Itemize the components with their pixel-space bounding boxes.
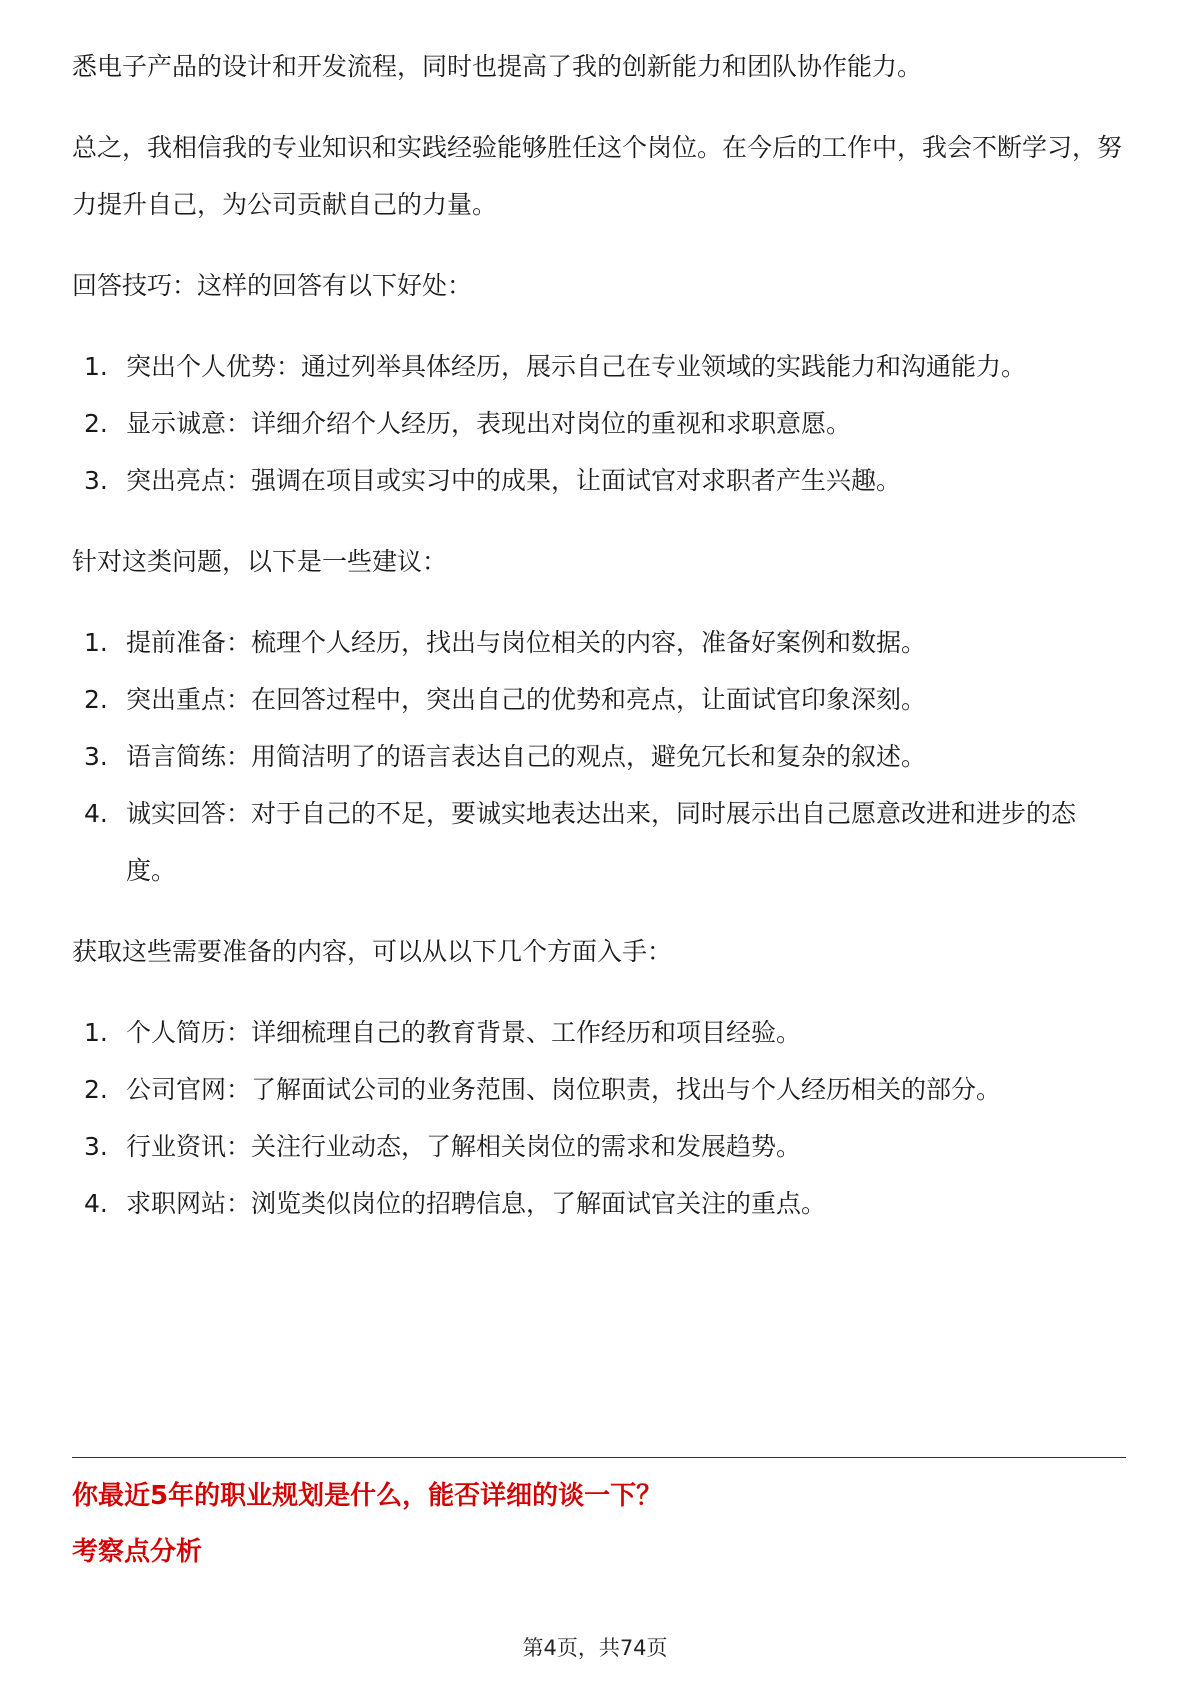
list-item: [72, 671, 1122, 728]
paragraph-continuation: 悉电子产品的设计和开发流程，同时也提高了我的创新能力和团队协作能力。: [72, 52, 923, 81]
list-item: [72, 785, 1122, 899]
paragraph-answer-tips: 回答技巧：这样的回答有以下好处：: [72, 271, 473, 300]
sources-list: [72, 1004, 1122, 1232]
list-item: [72, 1175, 1122, 1232]
list-number: 2.: [84, 685, 108, 714]
list-item-text: 语言简练：用简洁明了的语言表达自己的观点，避免冗长和复杂的叙述。: [126, 742, 927, 771]
paragraph-sources-intro: 获取这些需要准备的内容，可以从以下几个方面入手：: [72, 937, 673, 966]
list-item: [72, 395, 1122, 452]
list-number: 2.: [84, 409, 108, 438]
list-item: [72, 728, 1122, 785]
list-item-text: 求职网站：浏览类似岗位的招聘信息，了解面试官关注的重点。: [126, 1189, 827, 1218]
list-item: [72, 1061, 1122, 1118]
list-item-text: 突出个人优势：通过列举具体经历，展示自己在专业领域的实践能力和沟通能力。: [126, 352, 1027, 381]
list-number: 2.: [84, 1075, 108, 1104]
list-item-text: 提前准备：梳理个人经历，找出与岗位相关的内容，准备好案例和数据。: [126, 628, 927, 657]
section-subheading: 考察点分析: [72, 1537, 203, 1567]
list-number: 3.: [84, 466, 108, 495]
list-item-text: 显示诚意：详细介绍个人经历，表现出对岗位的重视和求职意愿。: [126, 409, 852, 438]
list-item: [72, 1004, 1122, 1061]
list-item-text: 突出亮点：强调在项目或实习中的成果，让面试官对求职者产生兴趣。: [126, 466, 902, 495]
list-item-text: 突出重点：在回答过程中，突出自己的优势和亮点，让面试官印象深刻。: [126, 685, 927, 714]
paragraph-summary: 总之，我相信我的专业知识和实践经验能够胜任这个岗位。在今后的工作中，我会不断学习，努力提升自己，为公司贡献自己的力量。: [72, 133, 1123, 219]
list-number: 1.: [84, 1018, 108, 1047]
list-number: 4.: [84, 1189, 108, 1218]
list-item: [72, 452, 1122, 509]
interview-question-heading: 你最近5年的职业规划是什么，能否详细的谈一下？: [72, 1481, 663, 1511]
section-divider: [72, 1457, 1126, 1458]
suggestions-list: [72, 614, 1122, 899]
list-item: [72, 614, 1122, 671]
list-item: [72, 1118, 1122, 1175]
list-number: 3.: [84, 742, 108, 771]
list-item-text: 诚实回答：对于自己的不足，要诚实地表达出来，同时展示出自己愿意改进和进步的态度。: [126, 799, 1077, 885]
page-footer: 第4页，共74页: [522, 1636, 668, 1660]
paragraph-suggestions-intro: 针对这类问题，以下是一些建议：: [72, 547, 448, 576]
benefits-list: [72, 338, 1122, 509]
list-number: 1.: [84, 628, 108, 657]
list-item-text: 行业资讯：关注行业动态，了解相关岗位的需求和发展趋势。: [126, 1132, 802, 1161]
list-item-text: 公司官网：了解面试公司的业务范围、岗位职责，找出与个人经历相关的部分。: [126, 1075, 1002, 1104]
list-item-text: 个人简历：详细梳理自己的教育背景、工作经历和项目经验。: [126, 1018, 802, 1047]
list-number: 3.: [84, 1132, 108, 1161]
list-item: [72, 338, 1122, 395]
list-number: 4.: [84, 799, 108, 828]
list-number: 1.: [84, 352, 108, 381]
body-content: [72, 38, 1122, 1256]
